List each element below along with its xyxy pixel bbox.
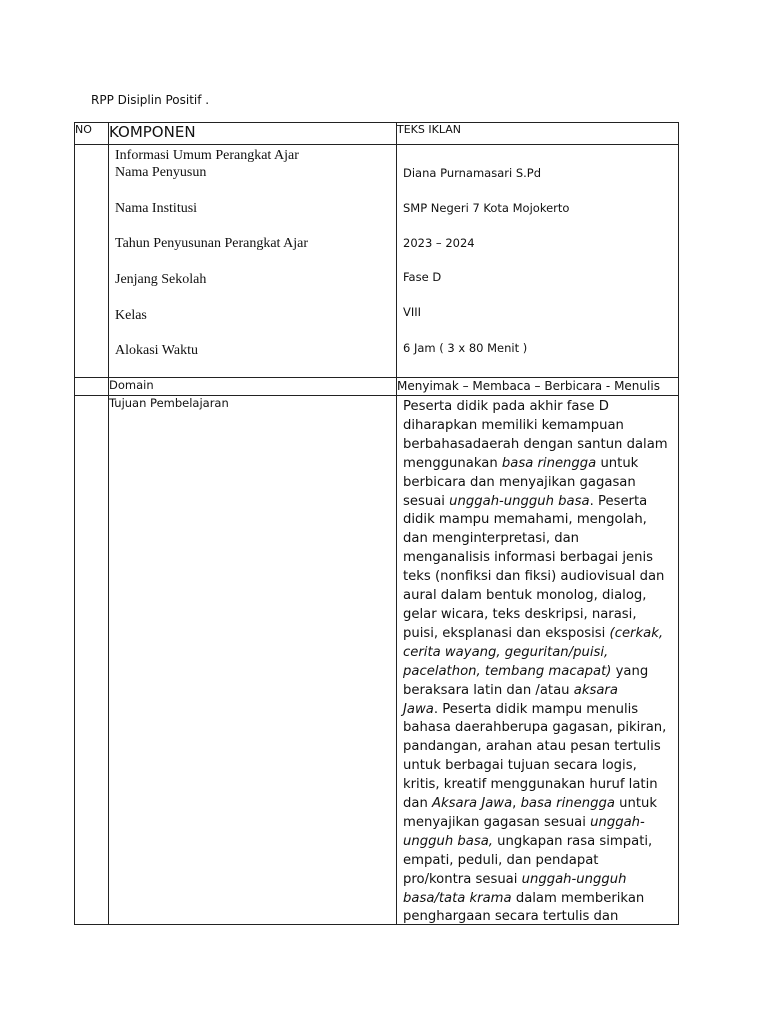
tujuan-run: diharapkan memiliki kemampuan [403,417,624,433]
domain-row [75,378,679,396]
tujuan-run: Peserta didik pada akhir fase D [403,399,609,414]
tujuan-run: dalam memberikan [511,890,645,906]
tujuan-italic-run: basa rinengga [501,455,597,471]
tujuan-line [403,852,674,871]
tujuan-line [403,587,674,606]
tujuan-italic-run: unggah-ungguh [521,871,627,887]
tujuan-run: teks (nonfiksi dan fiksi) audiovisual dan [403,569,665,585]
tujuan-italic-run: (cerkak, [609,625,664,641]
tujuan-line [403,644,674,663]
tujuan-line [403,606,674,625]
tujuan-line [403,890,674,909]
tujuan-paragraph [397,396,678,924]
field-value: Fase D [403,270,442,284]
tujuan-row [75,396,679,925]
field-label: Nama Penyusun [115,165,207,180]
tujuan-run: berbahasadaerah dengan santun dalam [403,436,668,452]
tujuan-italic-run: cerita wayang, geguritan/puisi, [403,644,609,660]
tujuan-italic-run: unggah-ungguh basa [449,493,590,509]
tujuan-line [403,833,674,852]
table-header-row [75,123,679,145]
tujuan-italic-run: basa/tata krama [403,890,512,906]
tujuan-line [403,493,674,512]
domain-no-cell [75,378,109,396]
tujuan-line [403,455,674,474]
tujuan-line [403,663,674,682]
info-values-cell [397,145,679,378]
tujuan-line [403,530,674,549]
tujuan-run: beraksara latin dan /atau [403,682,574,698]
tujuan-line [403,511,674,530]
tujuan-run: berbicara dan menyajikan gagasan [403,474,636,490]
tujuan-italic-run: pacelathon, tembang macapat) [403,663,612,679]
tujuan-line [403,436,674,455]
tujuan-value-cell [397,396,679,925]
tujuan-run: untuk [614,796,657,812]
tujuan-line [403,568,674,587]
tujuan-run: didik mampu memahami, mengolah, [403,512,647,528]
tujuan-line [403,908,674,924]
tujuan-italic-run: aksara [573,682,618,698]
tujuan-run: menyajikan gagasan sesuai [403,814,591,830]
tujuan-run: sesuai [403,493,450,509]
tujuan-run: . Peserta [589,493,648,509]
tujuan-italic-run: basa rinengga [520,796,615,812]
tujuan-run: empati, peduli, dan pendapat [403,852,599,868]
header-komponen: KOMPONEN [109,123,397,145]
tujuan-no-cell [75,396,109,925]
tujuan-run: untuk berbagai tujuan secara logis, [403,758,637,774]
tujuan-run: gelar wicara, teks deskripsi, narasi, [403,606,637,622]
tujuan-run: dan [403,796,433,812]
tujuan-line [403,417,674,436]
tujuan-line [403,625,674,644]
field-value: 6 Jam ( 3 x 80 Menit ) [403,341,528,355]
tujuan-line [403,682,674,701]
field-value: SMP Negeri 7 Kota Mojokerto [403,201,570,215]
field-label: Nama Institusi [115,201,198,216]
tujuan-run: yang [611,663,649,679]
field-label: Jenjang Sekolah [115,272,207,287]
tujuan-line [403,701,674,720]
info-row [75,145,679,378]
info-labels-cell [109,145,397,378]
tujuan-run: dan menginterpretasi, dan [403,531,580,547]
header-no: NO [75,123,109,145]
tujuan-line [403,814,674,833]
tujuan-line [403,776,674,795]
document-title: RPP Disiplin Positif . [91,93,210,107]
info-no-cell [75,145,109,378]
tujuan-line [403,398,674,417]
info-section-title: Informasi Umum Perangkat Ajar [115,148,299,163]
rpp-table [74,122,679,925]
field-value: VIII [403,305,422,319]
tujuan-run: , [512,796,521,812]
tujuan-run: menganalisis informasi berbagai jenis [403,550,654,566]
tujuan-run: aural dalam bentuk monolog, dialog, [403,588,647,604]
tujuan-run: pro/kontra sesuai [403,871,522,887]
header-value: TEKS IKLAN [397,123,679,145]
domain-label: Domain [109,378,397,396]
tujuan-line [403,719,674,738]
tujuan-run: . Peserta didik mampu menulis [433,701,639,717]
tujuan-run: bahasa daerahberupa gagasan, pikiran, [403,720,667,736]
tujuan-italic-run: Jawa [403,701,434,717]
tujuan-italic-run: ungguh basa, [403,833,493,849]
tujuan-run: menggunakan [403,455,502,471]
tujuan-italic-run: Aksara Jawa [432,796,513,812]
field-label: Alokasi Waktu [115,343,198,358]
tujuan-run: pandangan, arahan atau pesan tertulis [403,739,661,755]
tujuan-run: ungkapan rasa simpati, [492,833,653,849]
field-value: 2023 – 2024 [403,236,475,250]
tujuan-line [403,871,674,890]
tujuan-line [403,738,674,757]
tujuan-run: untuk [596,455,639,471]
tujuan-label: Tujuan Pembelajaran [109,396,397,925]
domain-value: Menyimak – Membaca – Berbicara - Menulis [397,378,679,396]
tujuan-run: puisi, eksplanasi dan eksposisi [403,625,610,641]
tujuan-line [403,795,674,814]
tujuan-run: penghargaan secara tertulis dan [403,909,619,924]
tujuan-italic-run: unggah- [590,814,645,830]
tujuan-line [403,474,674,493]
tujuan-line [403,549,674,568]
field-value: Diana Purnamasari S.Pd [403,166,542,180]
tujuan-line [403,757,674,776]
field-label: Kelas [115,308,147,323]
tujuan-run: kritis, kreatif menggunakan huruf latin [403,777,658,793]
field-label: Tahun Penyusunan Perangkat Ajar [115,236,309,251]
